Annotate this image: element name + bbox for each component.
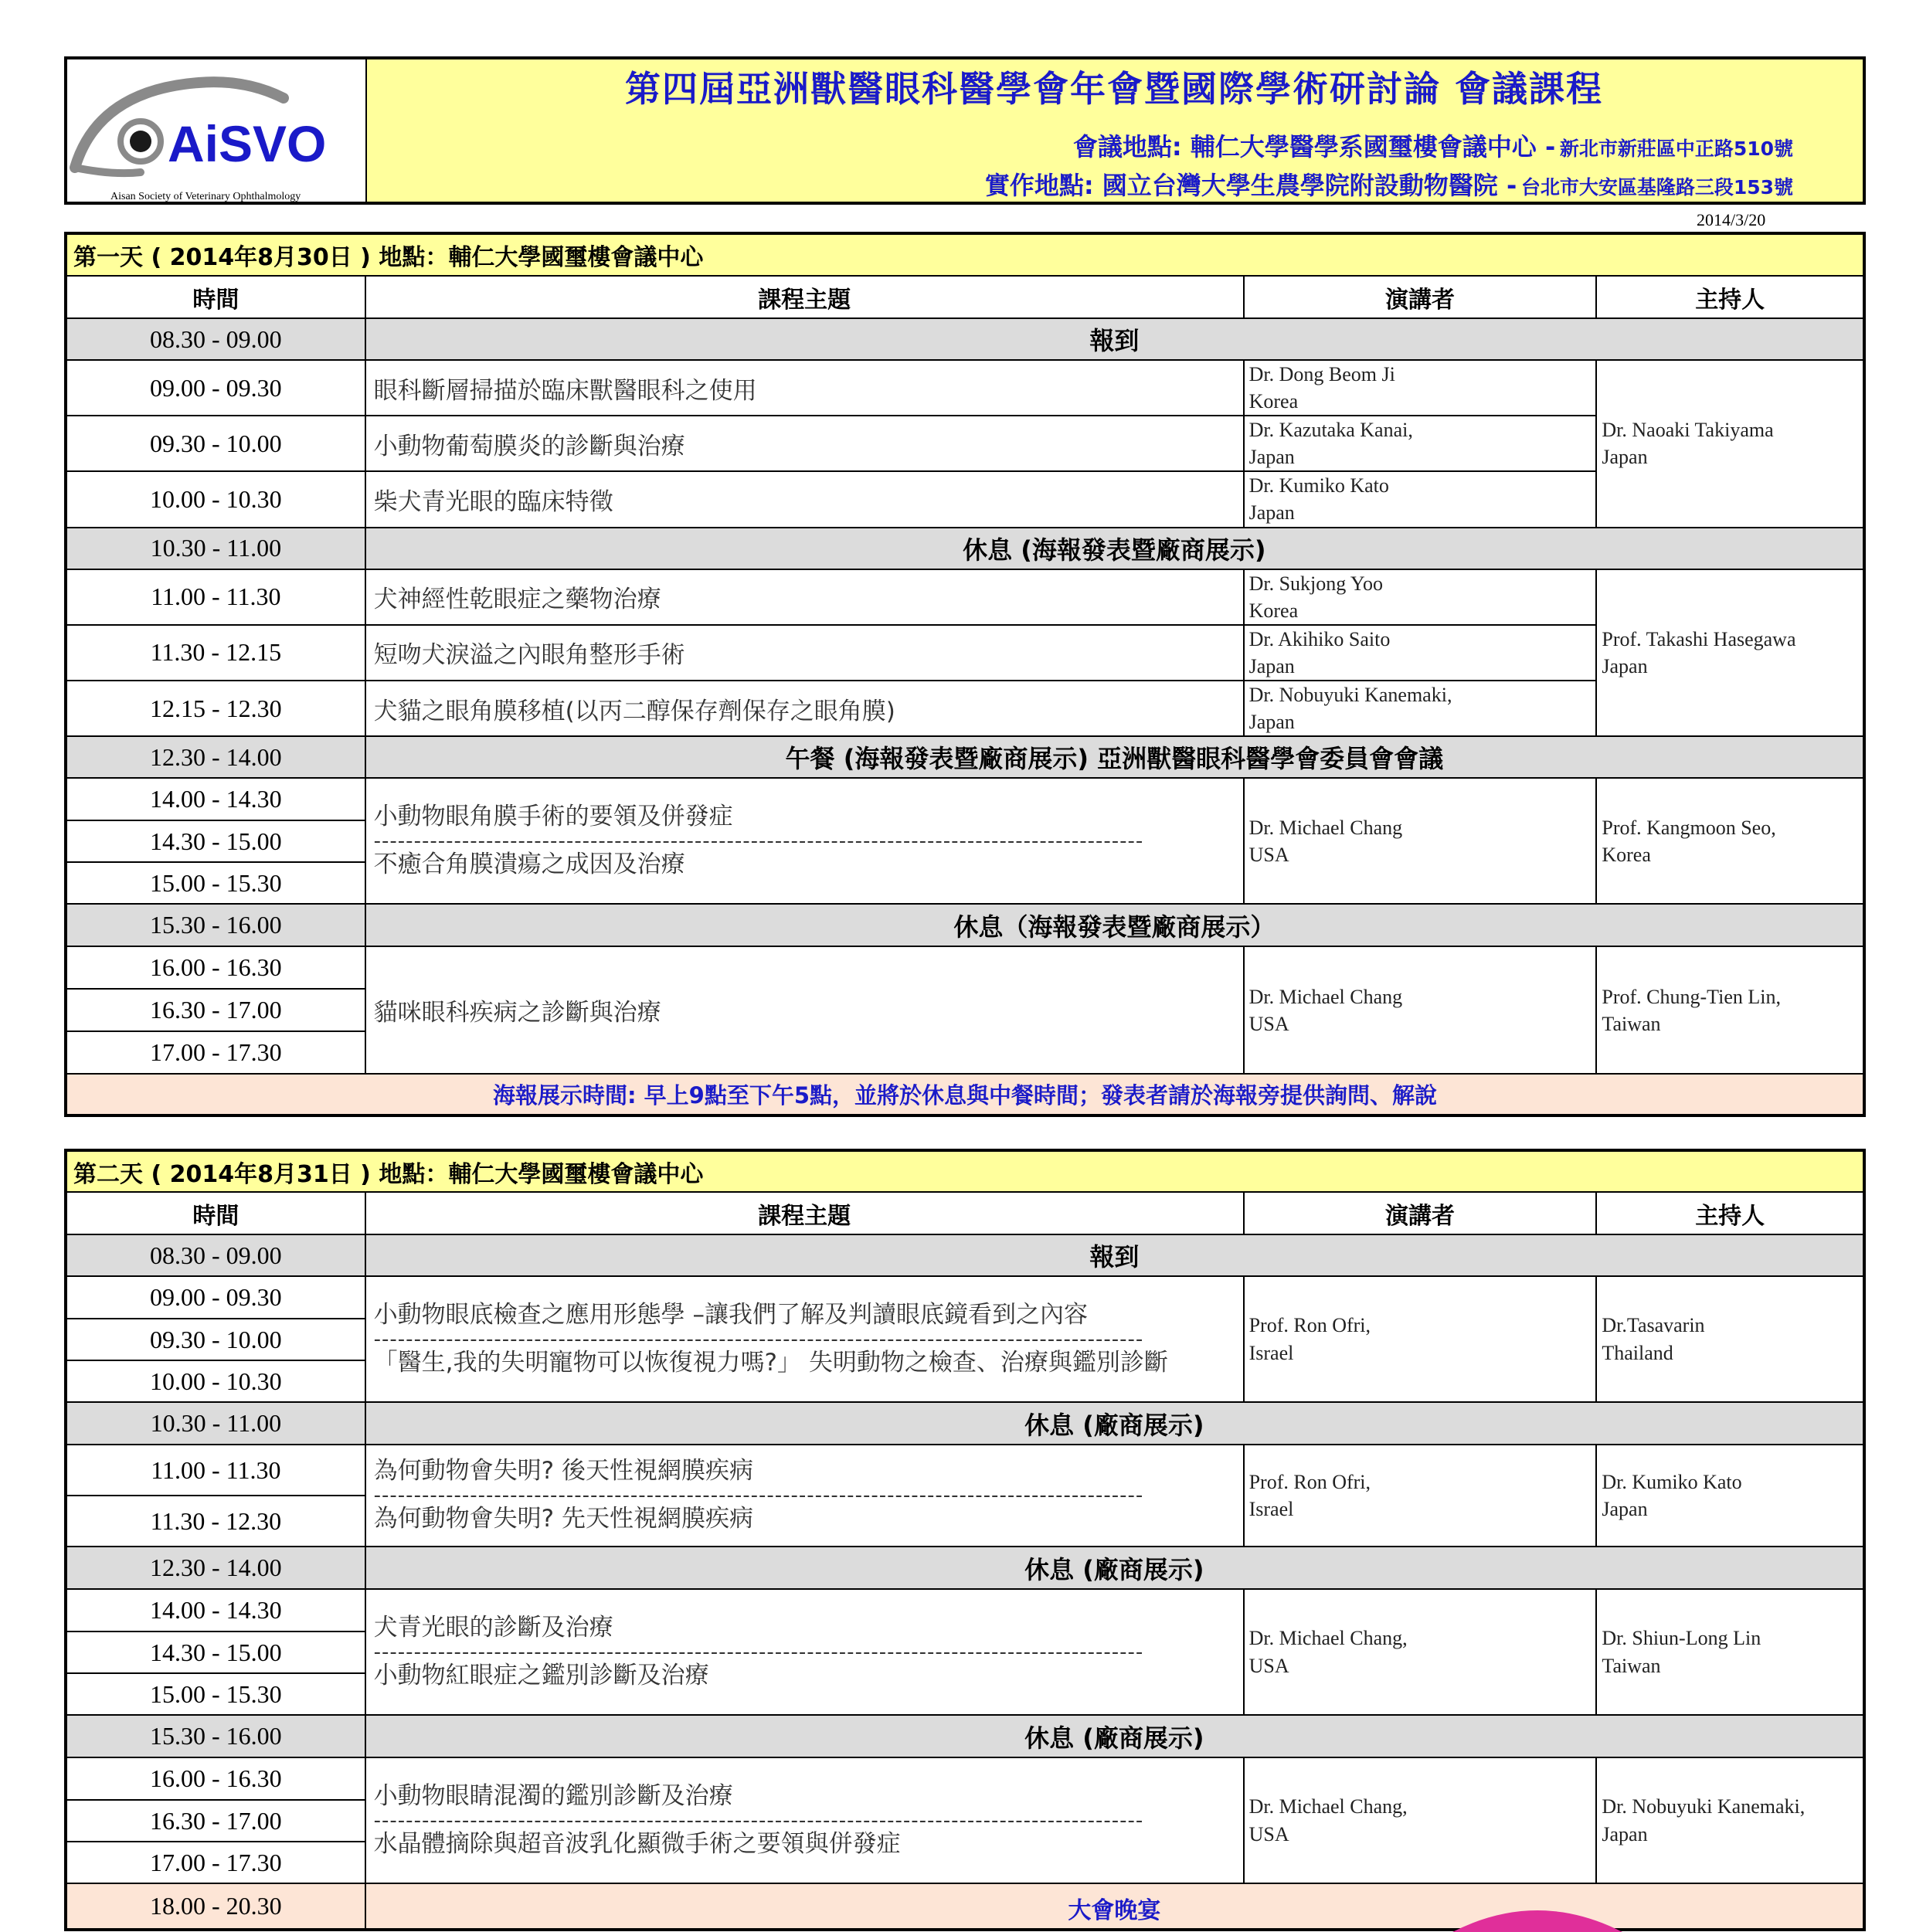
speaker-country: USA bbox=[1248, 1654, 1289, 1677]
speaker-cell bbox=[1244, 946, 1597, 1074]
time-cell: 09.30 - 10.00 bbox=[66, 1319, 365, 1360]
logo-subtitle: Aisan Society of Veterinary Ophthalmology bbox=[110, 191, 301, 202]
topic-line: 小動物眼底檢查之應用形態學 –讓我們了解及判讀眼底鏡看到之內容 bbox=[373, 1300, 1089, 1329]
topic-cell bbox=[365, 1445, 1244, 1547]
meeting-venue-address: 新北市新莊區中正路510號 bbox=[1559, 138, 1793, 160]
day1-title: 第一天 ( 2014年8月30日 ) 地點：輔仁大學國璽樓會議中心 bbox=[66, 233, 1864, 276]
time-cell: 12.30 - 14.00 bbox=[66, 736, 365, 778]
topic-line: 「醫生,我的失明寵物可以恢復視力嗎?」 失明動物之檢查、治療與鑑別診斷 bbox=[373, 1348, 1168, 1377]
speaker-country: Korea bbox=[1248, 599, 1299, 622]
topic-cell bbox=[365, 778, 1244, 904]
table-row bbox=[66, 1445, 1864, 1496]
topic-line: 為何動物會失明? 後天性視網膜疾病 bbox=[373, 1457, 753, 1486]
topic-separator: ------------------------------------------------------------------------------------------------ bbox=[373, 1329, 1144, 1350]
topic-cell bbox=[365, 1276, 1244, 1402]
break-label: 休息 (海報發表暨廠商展示) bbox=[365, 528, 1864, 569]
table-row bbox=[66, 904, 1864, 946]
moderator-country: Taiwan bbox=[1602, 1012, 1661, 1035]
speaker-name: Dr. Michael Chang bbox=[1248, 816, 1403, 839]
practical-venue bbox=[985, 166, 1793, 202]
moderator-name: Dr. Naoaki Takiyama bbox=[1602, 419, 1774, 442]
speaker-name: Dr. Nobuyuki Kanemaki, bbox=[1248, 683, 1452, 706]
time-cell: 15.30 - 16.00 bbox=[66, 904, 365, 946]
speaker-name: Dr. Akihiko Saito bbox=[1248, 627, 1391, 650]
topic-cell: 柴犬青光眼的臨床特徵 bbox=[365, 471, 1244, 527]
time-cell: 17.00 - 17.30 bbox=[66, 1031, 365, 1074]
time-cell: 11.00 - 11.30 bbox=[66, 1445, 365, 1496]
time-cell: 16.30 - 17.00 bbox=[66, 1800, 365, 1842]
time-cell: 08.30 - 09.00 bbox=[66, 1234, 365, 1276]
time-cell: 14.30 - 15.00 bbox=[66, 820, 365, 862]
time-cell: 09.00 - 09.30 bbox=[66, 1276, 365, 1319]
day1-schedule-table bbox=[64, 232, 1866, 1117]
time-cell: 11.30 - 12.15 bbox=[66, 625, 365, 681]
topic-cell: 短吻犬淚溢之內眼角整形手術 bbox=[365, 625, 1244, 681]
speaker-cell bbox=[1244, 471, 1597, 527]
column-header-topic: 課程主題 bbox=[365, 276, 1244, 318]
table-row bbox=[66, 1589, 1864, 1632]
table-row bbox=[66, 471, 1864, 527]
speaker-name: Dr. Michael Chang, bbox=[1248, 1795, 1408, 1818]
day2-title: 第二天 ( 2014年8月31日 ) 地點：輔仁大學國璽樓會議中心 bbox=[66, 1150, 1864, 1192]
topic-cell: 犬神經性乾眼症之藥物治療 bbox=[365, 569, 1244, 625]
speaker-cell bbox=[1244, 1757, 1597, 1883]
topic-line: 犬青光眼的診斷及治療 bbox=[373, 1613, 613, 1642]
moderator-cell bbox=[1596, 1757, 1864, 1883]
practical-venue-address: 台北市大安區基隆路三段153號 bbox=[1520, 176, 1793, 199]
moderator-name: Prof. Takashi Hasegawa bbox=[1602, 627, 1796, 650]
column-header-time: 時間 bbox=[66, 276, 365, 318]
conference-title: 第四屆亞洲獸醫眼科醫學會年會暨國際學術研討論 會議課程 bbox=[624, 68, 1603, 110]
speaker-country: Israel bbox=[1248, 1341, 1294, 1364]
topic-cell: 犬貓之眼角膜移植(以丙二醇保存劑保存之眼角膜) bbox=[365, 681, 1244, 736]
speaker-cell bbox=[1244, 778, 1597, 904]
poster-notice: 海報展示時間: 早上9點至下午5點，並將於休息與中餐時間；發表者請於海報旁提供詢問、解說 bbox=[66, 1074, 1864, 1115]
moderator-country: Japan bbox=[1602, 446, 1648, 469]
column-header-speaker: 演講者 bbox=[1244, 1192, 1597, 1234]
table-row bbox=[66, 416, 1864, 471]
speaker-cell bbox=[1244, 569, 1597, 625]
speaker-name: Dr. Sukjong Yoo bbox=[1248, 572, 1383, 595]
moderator-country: Taiwan bbox=[1602, 1654, 1661, 1677]
table-row bbox=[66, 1234, 1864, 1276]
speaker-country: Korea bbox=[1248, 390, 1299, 413]
aisvo-logo bbox=[67, 59, 367, 202]
time-cell: 15.30 - 16.00 bbox=[66, 1715, 365, 1757]
table-row bbox=[66, 360, 1864, 416]
table-row bbox=[66, 1402, 1864, 1445]
moderator-name: Dr.Tasavarin bbox=[1602, 1314, 1705, 1337]
table-row bbox=[66, 318, 1864, 360]
lunch-label: 午餐 (海報發表暨廠商展示) 亞洲獸醫眼科醫學會委員會會議 bbox=[365, 736, 1864, 778]
time-cell: 08.30 - 09.00 bbox=[66, 318, 365, 360]
time-cell: 09.00 - 09.30 bbox=[66, 360, 365, 416]
column-header-topic: 課程主題 bbox=[365, 1192, 1244, 1234]
speaker-cell bbox=[1244, 416, 1597, 471]
topic-separator: ------------------------------------------------------------------------------------------------ bbox=[373, 830, 1144, 851]
time-cell: 12.15 - 12.30 bbox=[66, 681, 365, 736]
speaker-cell bbox=[1244, 1445, 1597, 1547]
document-date: 2014/3/20 bbox=[1697, 210, 1766, 229]
speaker-name: Dr. Kumiko Kato bbox=[1248, 474, 1389, 497]
topic-separator: ------------------------------------------------------------------------------------------------ bbox=[373, 1642, 1144, 1662]
table-row bbox=[66, 946, 1864, 989]
speaker-cell bbox=[1244, 1276, 1597, 1402]
logo-text: AiSVO bbox=[168, 115, 327, 172]
speaker-country: USA bbox=[1248, 1012, 1289, 1035]
moderator-country: Japan bbox=[1602, 654, 1648, 677]
time-cell: 15.00 - 15.30 bbox=[66, 862, 365, 904]
speaker-cell bbox=[1244, 625, 1597, 681]
meeting-venue bbox=[1073, 127, 1793, 163]
topic-separator: ------------------------------------------------------------------------------------------------ bbox=[373, 1810, 1144, 1831]
meeting-venue-label: 會議地點: 輔仁大學醫學系國璽樓會議中心 - bbox=[1072, 132, 1556, 161]
moderator-cell bbox=[1596, 778, 1864, 904]
break-label: 休息 (廠商展示) bbox=[365, 1547, 1864, 1589]
time-cell: 14.30 - 15.00 bbox=[66, 1632, 365, 1673]
topic-separator: ------------------------------------------------------------------------------------------------ bbox=[373, 1486, 1144, 1506]
break-label: 休息 (廠商展示) bbox=[365, 1715, 1864, 1757]
moderator-cell bbox=[1596, 946, 1864, 1074]
column-header-moderator: 主持人 bbox=[1596, 1192, 1864, 1234]
column-header-speaker: 演講者 bbox=[1244, 276, 1597, 318]
moderator-country: Japan bbox=[1602, 1822, 1648, 1845]
time-cell: 18.00 - 20.30 bbox=[66, 1883, 365, 1930]
moderator-cell bbox=[1596, 1276, 1864, 1402]
speaker-country: Japan bbox=[1248, 501, 1295, 525]
table-row bbox=[66, 778, 1864, 820]
banquet-label: 大會晚宴 bbox=[365, 1883, 1864, 1930]
table-row bbox=[66, 569, 1864, 625]
speaker-name: Prof. Ron Ofri, bbox=[1248, 1470, 1371, 1493]
checkin-label: 報到 bbox=[365, 1234, 1864, 1276]
decorative-banner-shape bbox=[1422, 1896, 1653, 1932]
moderator-country: Korea bbox=[1602, 843, 1651, 866]
speaker-country: Japan bbox=[1248, 711, 1295, 734]
column-header-time: 時間 bbox=[66, 1192, 365, 1234]
speaker-country: Japan bbox=[1248, 654, 1295, 677]
moderator-name: Dr. Shiun-Long Lin bbox=[1602, 1627, 1761, 1650]
table-row bbox=[66, 1715, 1864, 1757]
time-cell: 09.30 - 10.00 bbox=[66, 416, 365, 471]
table-row bbox=[66, 1276, 1864, 1319]
checkin-label: 報到 bbox=[365, 318, 1864, 360]
topic-cell bbox=[365, 1589, 1244, 1715]
table-row bbox=[66, 681, 1864, 736]
speaker-cell bbox=[1244, 681, 1597, 736]
topic-line: 為何動物會失明? 先天性視網膜疾病 bbox=[373, 1505, 753, 1533]
time-cell: 16.30 - 17.00 bbox=[66, 989, 365, 1031]
break-label: 休息 (廠商展示) bbox=[365, 1402, 1864, 1445]
moderator-name: Prof. Kangmoon Seo, bbox=[1602, 816, 1776, 839]
topic-cell: 小動物葡萄膜炎的診斷與治療 bbox=[365, 416, 1244, 471]
speaker-name: Dr. Michael Chang, bbox=[1248, 1627, 1408, 1650]
document-header bbox=[64, 56, 1866, 205]
time-cell: 10.00 - 10.30 bbox=[66, 471, 365, 527]
topic-line: 小動物眼睛混濁的鑑別診斷及治療 bbox=[373, 1781, 733, 1810]
moderator-country: Japan bbox=[1602, 1498, 1648, 1520]
topic-line: 不癒合角膜潰瘍之成因及治療 bbox=[373, 850, 685, 878]
speaker-cell bbox=[1244, 360, 1597, 416]
break-label: 休息（海報發表暨廠商展示） bbox=[365, 904, 1864, 946]
speaker-name: Prof. Ron Ofri, bbox=[1248, 1314, 1371, 1337]
topic-cell: 眼科斷層掃描於臨床獸醫眼科之使用 bbox=[365, 360, 1244, 416]
topic-line: 小動物眼角膜手術的要領及併發症 bbox=[373, 802, 733, 830]
time-cell: 12.30 - 14.00 bbox=[66, 1547, 365, 1589]
moderator-name: Dr. Nobuyuki Kanemaki, bbox=[1602, 1795, 1806, 1818]
moderator-name: Prof. Chung-Tien Lin, bbox=[1602, 985, 1781, 1008]
topic-line: 水晶體摘除與超音波乳化顯微手術之要領與併發症 bbox=[373, 1829, 901, 1858]
time-cell: 11.30 - 12.30 bbox=[66, 1496, 365, 1547]
moderator-cell bbox=[1596, 1445, 1864, 1547]
speaker-country: Japan bbox=[1248, 446, 1295, 469]
speaker-name: Dr. Michael Chang bbox=[1248, 985, 1403, 1008]
speaker-country: USA bbox=[1248, 1822, 1289, 1845]
table-row bbox=[66, 1757, 1864, 1800]
speaker-cell bbox=[1244, 1589, 1597, 1715]
moderator-name: Dr. Kumiko Kato bbox=[1602, 1470, 1742, 1493]
table-row bbox=[66, 736, 1864, 778]
day2-schedule-table bbox=[64, 1149, 1866, 1931]
moderator-cell bbox=[1596, 1589, 1864, 1715]
time-cell: 17.00 - 17.30 bbox=[66, 1842, 365, 1883]
time-cell: 14.00 - 14.30 bbox=[66, 778, 365, 820]
time-cell: 10.00 - 10.30 bbox=[66, 1360, 365, 1402]
table-row bbox=[66, 625, 1864, 681]
time-cell: 14.00 - 14.30 bbox=[66, 1589, 365, 1632]
time-cell: 10.30 - 11.00 bbox=[66, 528, 365, 569]
speaker-name: Dr. Kazutaka Kanai, bbox=[1248, 419, 1413, 442]
time-cell: 16.00 - 16.30 bbox=[66, 1757, 365, 1800]
practical-venue-label: 實作地點: 國立台灣大學生農學院附設動物醫院 - bbox=[984, 171, 1517, 200]
time-cell: 16.00 - 16.30 bbox=[66, 946, 365, 989]
time-cell: 11.00 - 11.30 bbox=[66, 569, 365, 625]
time-cell: 10.30 - 11.00 bbox=[66, 1402, 365, 1445]
topic-cell: 貓咪眼科疾病之診斷與治療 bbox=[365, 946, 1244, 1074]
speaker-country: USA bbox=[1248, 843, 1289, 866]
moderator-cell bbox=[1596, 569, 1864, 737]
table-row bbox=[66, 528, 1864, 569]
topic-cell bbox=[365, 1757, 1244, 1883]
speaker-country: Israel bbox=[1248, 1498, 1294, 1520]
speaker-name: Dr. Dong Beom Ji bbox=[1248, 363, 1395, 385]
table-row bbox=[66, 1547, 1864, 1589]
moderator-cell bbox=[1596, 360, 1864, 528]
eye-logo-icon bbox=[67, 59, 365, 202]
column-header-moderator: 主持人 bbox=[1596, 276, 1864, 318]
moderator-country: Thailand bbox=[1602, 1341, 1673, 1364]
time-cell: 15.00 - 15.30 bbox=[66, 1673, 365, 1715]
topic-line: 小動物紅眼症之鑑別診斷及治療 bbox=[373, 1661, 709, 1689]
